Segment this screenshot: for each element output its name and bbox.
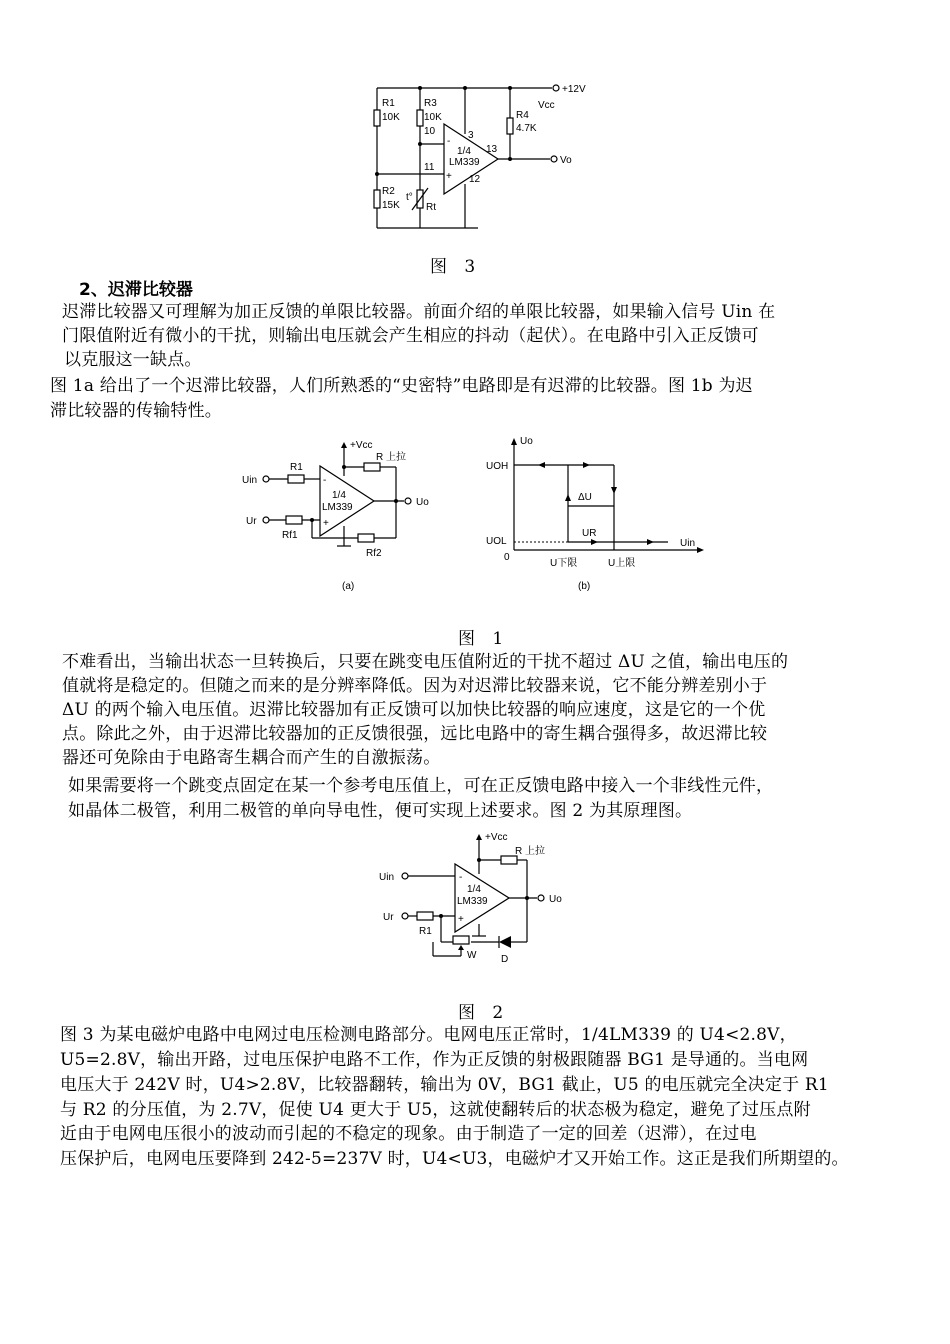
fig3-r2-value: 15K	[382, 200, 400, 211]
paragraph-1-line: 迟滞比较器又可理解为加正反馈的单限比较器。前面介绍的单限比较器，如果输入信号 Uin 在	[62, 302, 776, 322]
fig3-pin-3: 3	[468, 130, 474, 141]
fig1b-sublabel: (b)	[578, 581, 591, 592]
fig2-minus: -	[459, 872, 463, 883]
fig3-r4: R4	[516, 110, 529, 121]
fig1b-uol: UOL	[486, 536, 507, 547]
paragraph-3-line: 点。除此之外，由于迟滞比较器加的正反馈很强，远比电路中的寄生耦合强得多，故迟滞比较	[62, 724, 768, 744]
fig1a-sublabel: (a)	[342, 581, 355, 592]
fig1b-lower-limit: U下限	[550, 558, 578, 569]
figure-1a-schematic	[240, 434, 440, 604]
paragraph-5-line: 图 3 为某电磁炉电路中电网过电压检测电路部分。电网电压正常时，1/4LM339 的 U4<2.8V，	[60, 1025, 797, 1045]
figure-3-caption: 图 3	[430, 257, 482, 277]
fig3-vcc: Vcc	[538, 100, 555, 111]
paragraph-2-line: 滞比较器的传输特性。	[50, 401, 222, 421]
figure-3-schematic	[360, 78, 600, 238]
fig1a-vo: Uo	[416, 497, 429, 508]
fig2-chip-model: LM339	[457, 896, 488, 907]
figure-2-schematic	[375, 826, 575, 976]
fig3-rt: Rt	[426, 202, 436, 213]
fig2-plus: +	[458, 914, 464, 925]
paragraph-3-line: ΔU 的两个输入电压值。迟滞比较器加有正反馈可以加快比较器的响应速度，这是它的一个优	[62, 700, 766, 720]
paragraph-5-line: 与 R2 的分压值，为 2.7V，促使 U4 更大于 U5，这就使翻转后的状态极为稳定，避免了过压点附	[60, 1100, 811, 1120]
fig3-r3: R3	[424, 98, 437, 109]
fig2-chip-fraction: 1/4	[467, 884, 481, 895]
fig1b-uoh: UOH	[486, 461, 509, 472]
paragraph-5-line: 压保护后，电网电压要降到 242-5=237V 时，U4<U3，电磁炉才又开始工作。这正是我们所期望的。	[60, 1149, 849, 1169]
fig3-plus: +	[446, 171, 452, 182]
paragraph-3-line: 不难看出，当输出状态一旦转换后，只要在跳变电压值附近的干扰不超过 ΔU 之值，输出电压的	[62, 652, 789, 672]
fig1b-du: ΔU	[578, 492, 592, 503]
fig3-r2: R2	[382, 186, 395, 197]
fig3-pin-10: 10	[424, 126, 436, 137]
paragraph-1-line: 以克服这一缺点。	[64, 350, 202, 370]
fig2-ur: Ur	[383, 912, 394, 923]
fig1b-uo: Uo	[520, 436, 533, 447]
fig1a-r1: R1	[290, 462, 303, 473]
fig2-vo: Uo	[549, 894, 562, 905]
fig3-pin-13: 13	[486, 144, 498, 155]
fig1b-upper-limit: U上限	[608, 558, 636, 569]
fig1a-uin: Uin	[242, 475, 258, 486]
paragraph-3-line: 器还可免除由于电路寄生耦合而产生的自激振荡。	[62, 748, 441, 768]
paragraph-3-line: 值就将是稳定的。但随之而来的是分辨率降低。因为对迟滞比较器来说，它不能分辨差别小于	[62, 676, 768, 696]
fig1a-vcc: +Vcc	[350, 440, 373, 451]
fig2-rf: R 上拉	[515, 846, 545, 857]
fig1a-chip-model: LM339	[322, 502, 353, 513]
fig1a-rf2: Rf2	[366, 548, 382, 559]
fig3-chip-fraction: 1/4	[457, 146, 471, 157]
fig3-vcc-supply: +12V	[562, 84, 586, 95]
fig2-r1: R1	[419, 926, 432, 937]
fig3-minus: -	[447, 136, 451, 147]
fig1a-rf1: Rf1	[282, 530, 298, 541]
fig3-r4-value: 4.7K	[516, 123, 537, 134]
fig2-d: D	[501, 954, 509, 965]
fig2-vcc: +Vcc	[485, 832, 508, 843]
paragraph-2-line: 图 1a 给出了一个迟滞比较器，人们所熟悉的“史密特”电路即是有迟滞的比较器。图 1b 为迟	[50, 376, 753, 396]
fig3-pin-12: 12	[469, 174, 481, 185]
paragraph-5-line: 电压大于 242V 时，U4>2.8V，比较器翻转，输出为 0V，BG1 截止，U5 的电压就完全决定于 R1	[60, 1075, 829, 1095]
paragraph-5-line: U5=2.8V，输出开路，过电压保护电路不工作，作为正反馈的射极跟随器 BG1 是导通的。当电网	[60, 1050, 809, 1070]
figure-1b-transfer-graph	[478, 434, 708, 604]
fig3-r1: R1	[382, 98, 395, 109]
fig1b-uin: Uin	[680, 538, 696, 549]
fig1a-ur: Ur	[246, 516, 257, 527]
fig1b-ur: UR	[582, 528, 597, 539]
fig3-pin-11: 11	[424, 162, 435, 173]
fig1b-origin: 0	[504, 552, 510, 563]
section-heading: 2、迟滞比较器	[79, 280, 193, 300]
fig2-w: W	[467, 950, 477, 961]
figure-1-caption: 图 1	[458, 629, 510, 649]
paragraph-4-line: 如晶体二极管，利用二极管的单向导电性，便可实现上述要求。图 2 为其原理图。	[68, 801, 693, 821]
paragraph-5-line: 近由于电网电压很小的波动而引起的不稳定的现象。由于制造了一定的回差（迟滞），在过电	[60, 1124, 757, 1144]
paragraph-4-line: 如果需要将一个跳变点固定在某一个参考电压值上，可在正反馈电路中接入一个非线性元件，	[68, 776, 774, 796]
fig2-uin: Uin	[379, 872, 395, 883]
fig1a-rf: R 上拉	[376, 452, 406, 463]
figure-2-caption: 图 2	[458, 1003, 510, 1023]
fig3-r3-value: 10K	[424, 112, 442, 123]
fig1a-chip-fraction: 1/4	[332, 490, 346, 501]
fig1a-minus: -	[323, 475, 327, 486]
paragraph-1-line: 门限值附近有微小的干扰，则输出电压就会产生相应的抖动（起伏）。在电路中引入正反馈可	[62, 326, 759, 346]
fig3-chip-model: LM339	[449, 157, 480, 168]
fig1a-plus: +	[323, 518, 329, 529]
fig3-r1-value: 10K	[382, 112, 400, 123]
fig3-vo: Vo	[560, 155, 572, 166]
fig3-temp: t°	[406, 192, 413, 203]
